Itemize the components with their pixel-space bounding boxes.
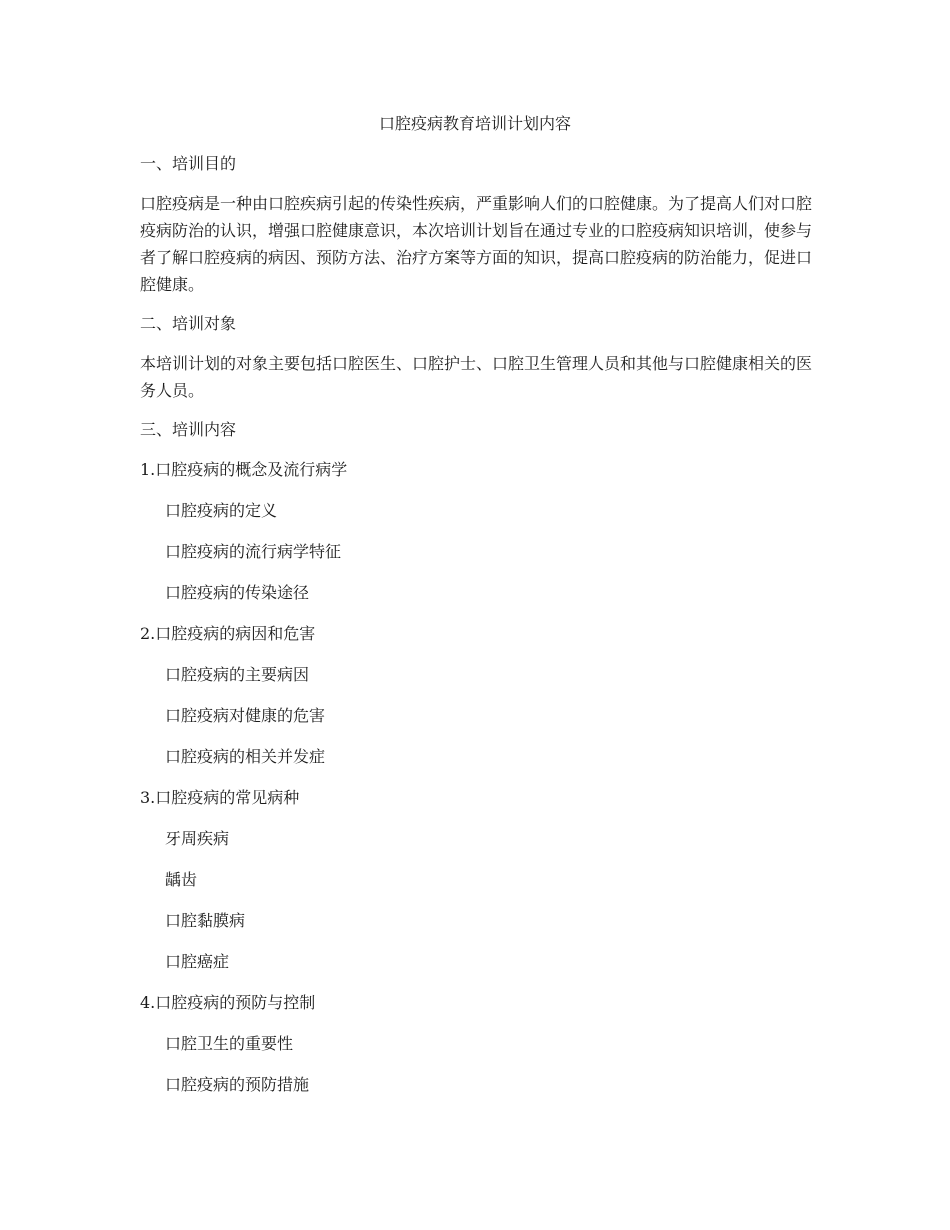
topic-item: 龋齿 [165, 870, 198, 889]
topic-heading: 3.口腔疫病的常见病种 [140, 788, 300, 807]
topic-item: 口腔疫病的相关并发症 [165, 747, 326, 766]
topic-item: 口腔疫病的传染途径 [165, 583, 310, 602]
topic-item: 口腔疫病的主要病因 [165, 665, 310, 684]
paragraph-purpose: 口腔疫病是一种由口腔疾病引起的传染性疾病，严重影响人们的口腔健康。为了提高人们对口腔疫病防治的认识，增强口腔健康意识，本次培训计划旨在通过专业的口腔疫病知识培训，使参与者了解口腔疫病的病因、预防方法、治疗方案等方面的知识，提高口腔疫病的防治能力，促进口腔健康。 [140, 194, 813, 294]
topic-item: 口腔疫病的预防措施 [165, 1075, 310, 1094]
topic-item: 口腔疫病对健康的危害 [165, 706, 326, 725]
section-heading-audience: 二、培训对象 [140, 314, 237, 333]
topic-item: 牙周疾病 [165, 829, 230, 848]
paragraph-audience: 本培训计划的对象主要包括口腔医生、口腔护士、口腔卫生管理人员和其他与口腔健康相关的医务人员。 [140, 354, 813, 400]
topic-heading: 4.口腔疫病的预防与控制 [140, 993, 316, 1012]
document-title: 口腔疫病教育培训计划内容 [378, 114, 571, 133]
topic-item: 口腔黏膜病 [165, 911, 246, 930]
topic-heading: 2.口腔疫病的病因和危害 [140, 624, 316, 643]
section-heading-purpose: 一、培训目的 [140, 154, 237, 173]
topic-item: 口腔疫病的流行病学特征 [165, 542, 342, 561]
section-heading-content: 三、培训内容 [140, 420, 237, 439]
topic-item: 口腔疫病的定义 [165, 501, 278, 520]
topic-item: 口腔卫生的重要性 [165, 1034, 294, 1053]
topic-item: 口腔癌症 [165, 952, 230, 971]
topic-heading: 1.口腔疫病的概念及流行病学 [140, 460, 348, 479]
